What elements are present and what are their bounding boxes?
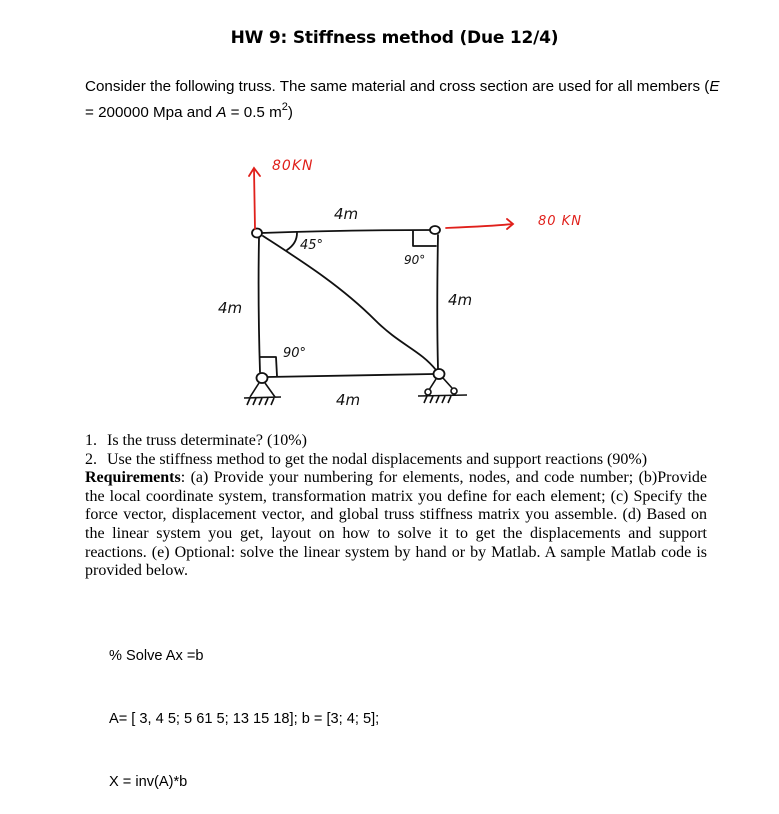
angle-90-top-label: 90° — [404, 253, 426, 267]
left-length-label: 4m — [218, 299, 243, 317]
question-list — [85, 432, 707, 581]
question-text: Use the stiffness method to get the nodal displacements and support reactions (90%) — [107, 450, 648, 468]
top-length-label: 4m — [334, 205, 359, 223]
joint-bottom-left — [257, 373, 268, 383]
joint-top-left — [252, 229, 262, 238]
requirements-label: Requirements — [85, 469, 181, 487]
right-length-label: 4m — [448, 291, 473, 309]
bottom-chord-member — [267, 374, 434, 377]
area-exponent: 2 — [281, 101, 288, 113]
intro-text: Consider the following truss. The same material and cross section are used for all members ( — [85, 78, 710, 95]
question-number: 1. — [85, 432, 97, 449]
angle-45-label: 45° — [300, 238, 324, 253]
horizontal-load-label: 80 KN — [538, 214, 582, 229]
pin-support-icon — [244, 383, 281, 405]
matlab-code-sample — [109, 604, 379, 814]
page-title: HW 9: Stiffness method (Due 12/4) — [230, 28, 559, 48]
modulus-value: = 200000 Mpa and — [85, 104, 217, 121]
question-1 — [85, 432, 707, 451]
code-line: A= [ 3, 4 5; 5 61 5; 13 15 18]; b = [3; 4; 5]; — [109, 711, 380, 727]
joint-top-right — [430, 226, 440, 234]
vertical-load-label: 80KN — [272, 158, 314, 174]
area-symbol: A — [216, 104, 227, 121]
angle-90-bottom-label: 90° — [283, 346, 307, 361]
question-2 — [85, 451, 707, 470]
left-vertical-member — [259, 238, 260, 372]
requirements-paragraph — [85, 469, 707, 581]
top-chord-member — [261, 230, 432, 233]
question-text: Is the truss determinate? (10%) — [107, 432, 307, 449]
right-vertical-member — [437, 235, 438, 369]
vertical-load-arrow-icon — [249, 168, 260, 229]
joints — [252, 226, 445, 383]
horizontal-load-arrow-icon — [446, 219, 513, 229]
requirements-text: : (a) Provide your numbering for elements, nodes, and code number; (b)Provide the local coordinate system, transformation matrix you define for each element; (c) Specify the force vector, displacement vector, and global truss stiffness matrix you assemble. (d) Based on the linear system you get, layout on how to solve it to get the displacements and support reactions. (e) Optional: solve the linear system by hand or by Matlab. A sample Matlab code is provided below. — [85, 469, 707, 580]
roller-support-icon — [418, 378, 467, 403]
code-line: % Solve Ax =b — [109, 648, 204, 664]
question-number: 2. — [85, 450, 97, 468]
modulus-symbol: E — [709, 78, 720, 95]
code-line: X = inv(A)*b — [109, 774, 188, 790]
bottom-length-label: 4m — [336, 391, 361, 409]
close-paren: ) — [287, 104, 293, 121]
angle-arc-45 — [287, 233, 297, 250]
joint-bottom-right — [434, 369, 445, 379]
area-value: = 0.5 m — [226, 104, 282, 121]
